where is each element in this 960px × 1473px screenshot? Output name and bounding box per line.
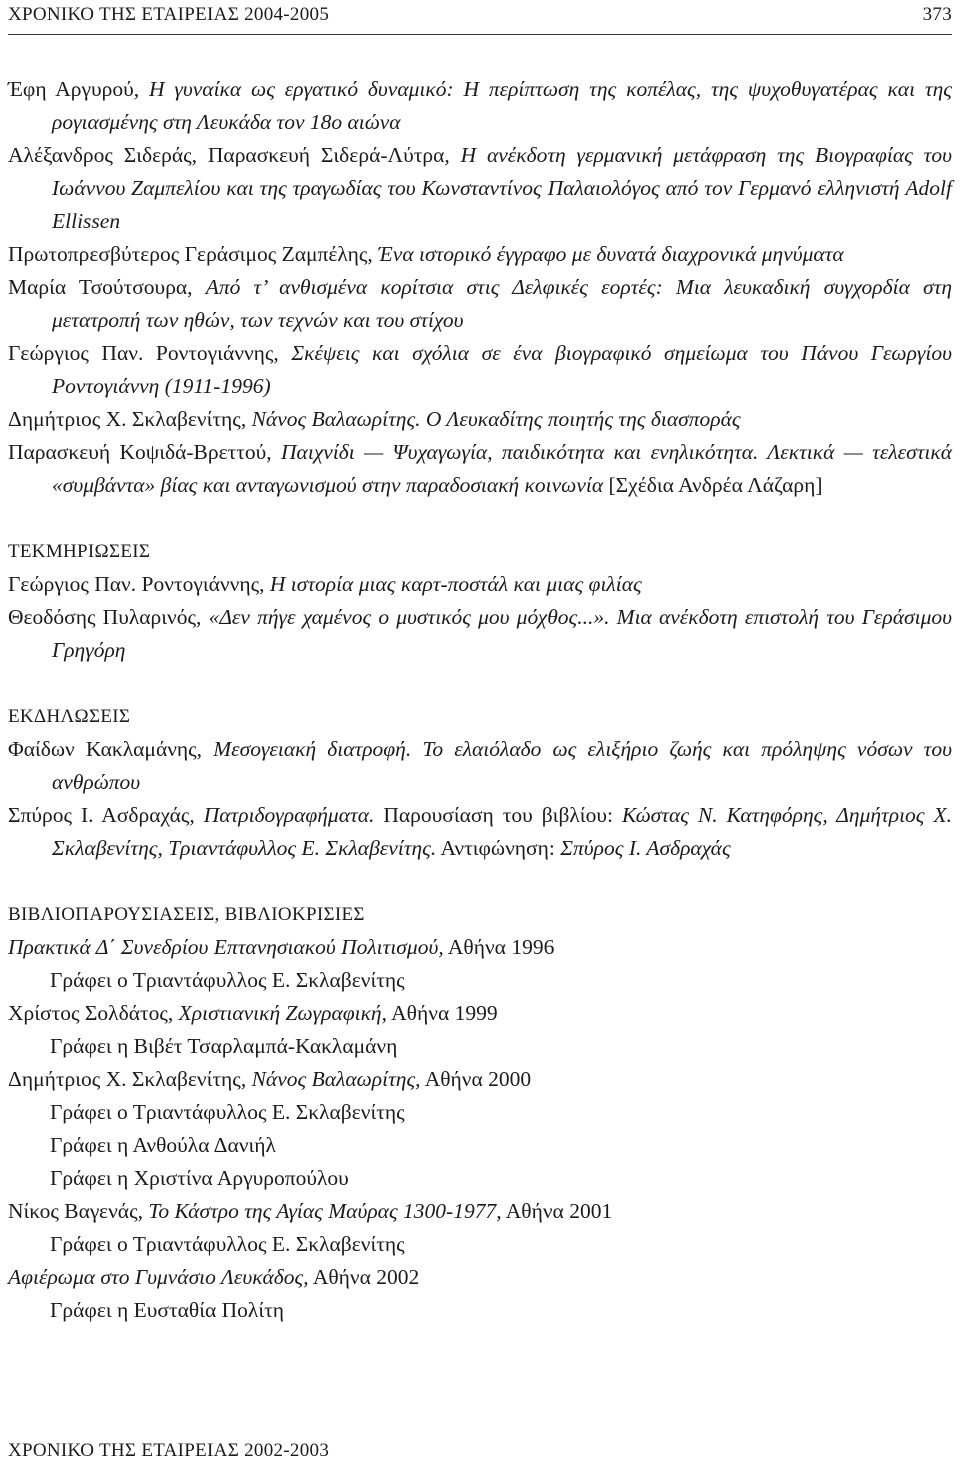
book-entry: Χρίστος Σολδάτος, Χριστιανική Ζωγραφική, Αθήνα 1999 (8, 1001, 498, 1025)
document-entry: Γεώργιος Παν. Ροντογιάννης, Η ιστορία μιας καρτ-ποστάλ και μιας φιλίας (8, 572, 642, 596)
event-entry: Σπύρος Ι. Ασδραχάς, Πατριδογραφήματα. Παρουσίαση του βιβλίου: Κώστας Ν. Κατηφόρης, Δημήτριος Χ. Σκλαβενίτης, Τριαντάφυλλος Ε. Σκλαβενίτης. Αντιφώνηση: Σπύρος Ι. Ασδραχάς (8, 803, 952, 860)
section-heading: ΒΙΒΛΙΟΠΑΡΟΥΣΙΑΣΕΙΣ, ΒΙΒΛΙΟΚΡΙΣΙΕΣ (8, 904, 365, 925)
book-reviews-section (8, 898, 952, 1327)
reviewer-line: Γράφει η Ανθούλα Δανιήλ (50, 1133, 276, 1157)
reviewer-line: Γράφει ο Τριαντάφυλλος Ε. Σκλαβενίτης (50, 968, 405, 992)
reviewer-line: Γράφει ο Τριαντάφυλλος Ε. Σκλαβενίτης (50, 1232, 405, 1256)
event-entry: Φαίδων Κακλαμάνης, Μεσογειακή διατροφή. Το ελαιόλαδο ως ελιξήριο ζωής και πρόληψης νόσων του ανθρώπου (8, 737, 952, 794)
reviewer-line: Γράφει η Ευσταθία Πολίτη (50, 1298, 285, 1322)
book-entry: Πρακτικά Δ΄ Συνεδρίου Επτανησιακού Πολιτισμού, Αθήνα 1996 (8, 935, 555, 959)
article-entry: Έφη Αργυρού, Η γυναίκα ως εργατικό δυναμικό: Η περίπτωση της κοπέλας, της ψυχοθυγατέρας και της ρογιασμένης στη Λευκάδα τον 18ο αιώνα (8, 77, 952, 134)
article-entry: Γεώργιος Παν. Ροντογιάννης, Σκέψεις και σχόλια σε ένα βιογραφικό σημείωμα του Πάνου Γεωργίου Ροντογιάννη (1911-1996) (8, 341, 952, 398)
reviewer-line: Γράφει η Βιβέτ Τσαρλαμπά-Κακλαμάνη (50, 1034, 398, 1058)
book-entry: Αφιέρωμα στο Γυμνάσιο Λευκάδος, Αθήνα 2002 (8, 1265, 420, 1289)
article-entry: Δημήτριος Χ. Σκλαβενίτης, Νάνος Βαλαωρίτης. Ο Λευκαδίτης ποιητής της διασποράς (8, 407, 741, 431)
article-entry: Αλέξανδρος Σιδεράς, Παρασκευή Σιδερά-Λύτρα, Η ανέκδοτη γερμανική μετάφραση της Βιογραφίας του Ιωάννου Ζαμπελίου και της τραγωδίας του Κωνσταντίνος Παλαιολόγος από τον Γερμανό ελληνιστή Adolf Ellissen (8, 143, 952, 233)
table-of-contents (8, 73, 952, 1327)
running-header-title: ΧΡΟΝΙΚΟ ΤΗΣ ΕΤΑΙΡΕΙΑΣ 2004-2005 (8, 4, 330, 25)
document-entry: Θεοδόσης Πυλαρινός, «Δεν πήγε χαμένος ο μυστικός μου μόχθος...». Μια ανέκδοτη επιστολή του Γεράσιμου Γρηγόρη (8, 605, 952, 662)
book-entry: Δημήτριος Χ. Σκλαβενίτης, Νάνος Βαλαωρίτης, Αθήνα 2000 (8, 1067, 532, 1091)
book-entry: Νίκος Βαγενάς, Το Κάστρο της Αγίας Μαύρας 1300-1977, Αθήνα 2001 (8, 1199, 613, 1223)
next-section-heading: ΧΡΟΝΙΚΟ ΤΗΣ ΕΤΑΙΡΕΙΑΣ 2002-2003 (8, 1440, 330, 1461)
article-entry: Παρασκευή Κοψιδά-Βρεττού, Παιχνίδι — Ψυχαγωγία, παιδικότητα και ενηλικότητα. Λεκτικά — τελεστικά «συμβάντα» βίας και ανταγωνισμού στην παραδοσιακή κοινωνία [Σχέδια Ανδρέα Λάζαρη] (8, 440, 952, 497)
running-header (8, 4, 952, 35)
section-heading: ΕΚΔΗΛΩΣΕΙΣ (8, 706, 131, 727)
page-number: 373 (922, 4, 952, 25)
reviewer-line: Γράφει ο Τριαντάφυλλος Ε. Σκλαβενίτης (50, 1100, 405, 1124)
article-entry: Πρωτοπρεσβύτερος Γεράσιμος Ζαμπέλης, Ένα ιστορικό έγγραφο με δυνατά διαχρονικά μηνύματα (8, 242, 844, 266)
articles-list (8, 73, 952, 502)
tekmiriwseis-section (8, 535, 952, 667)
article-entry: Μαρία Τσούτσουρα, Από τ’ ανθισμένα κορίτσια στις Δελφικές εορτές: Μια λευκαδική συγχορδία στη μετατροπή των ηθών, των τεχνών και του στίχου (8, 275, 952, 332)
reviewer-line: Γράφει η Χριστίνα Αργυροπούλου (50, 1166, 349, 1190)
section-heading: ΤΕΚΜΗΡΙΩΣΕΙΣ (8, 541, 151, 562)
ekdiloseis-section (8, 700, 952, 865)
